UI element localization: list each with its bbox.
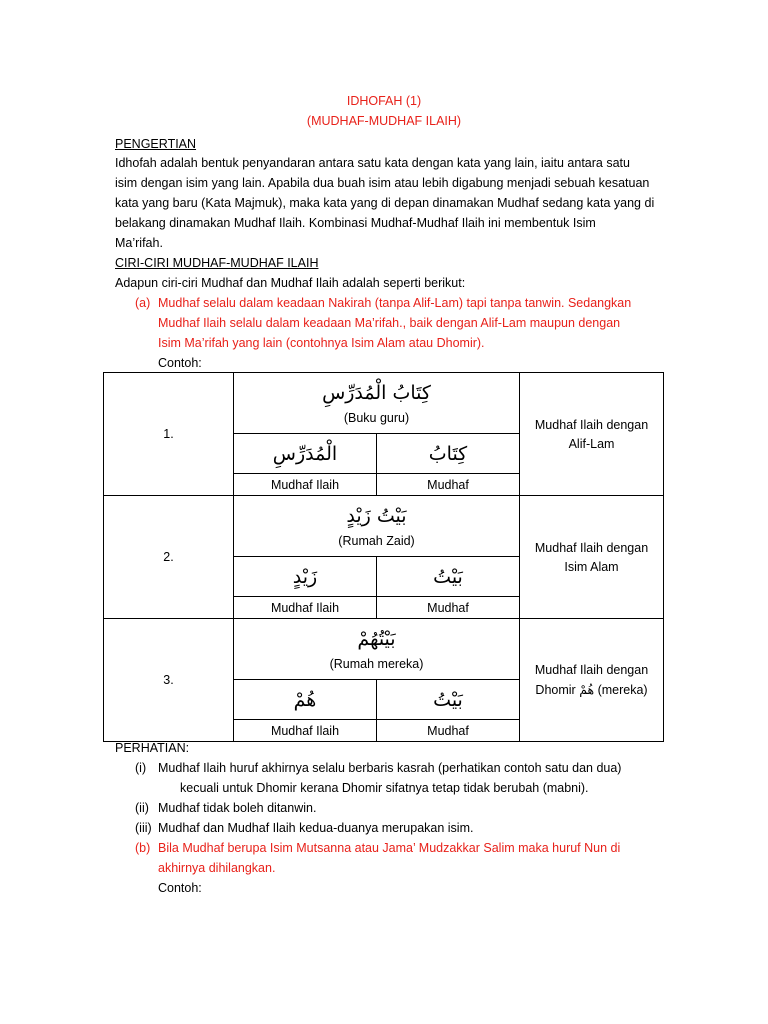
label-mudhaf-ilaih: Mudhaf Ilaih bbox=[234, 597, 377, 619]
paragraph-line: belakang dinamakan Mudhaf Ilaih. Kombinasi Mudhaf-Mudhaf Ilaih ini membentuk Isim bbox=[115, 216, 596, 230]
paragraph-line: kata yang baru (Kata Majmuk), maka kata yang di depan dinamakan Mudhaf sedang kata yang di bbox=[115, 196, 655, 210]
meaning: (Buku guru) bbox=[234, 404, 520, 434]
list-marker-a: (a) bbox=[135, 296, 151, 310]
doc-title: IDHOFAH (1) bbox=[346, 94, 422, 108]
ciri-intro: Adapun ciri-ciri Mudhaf dan Mudhaf Ilaih adalah seperti berikut: bbox=[115, 276, 466, 290]
perhatian-item-line: kecuali untuk Dhomir kerana Dhomir sifatnya tetap tidak berubah (mabni). bbox=[180, 781, 589, 795]
paragraph-line: Idhofah adalah bentuk penyandaran antara satu kata dengan kata yang lain, iaitu antara satu bbox=[115, 156, 630, 170]
perhatian-item-line: Mudhaf Ilaih huruf akhirnya selalu berbaris kasrah (perhatikan contoh satu dan dua) bbox=[158, 761, 622, 775]
paragraph-line: Ma’rifah. bbox=[115, 236, 163, 250]
arabic-word-mudhaf: بَيْتُ bbox=[377, 680, 520, 720]
arabic-word-ilaih: هُمْ bbox=[234, 680, 377, 720]
paragraph-line: isim dengan isim yang lain. Apabila dua buah isim atau lebih digabung menjadi sebuah kesatuan bbox=[115, 176, 650, 190]
section-heading-perhatian: PERHATIAN: bbox=[115, 741, 190, 755]
section-heading-ciri: CIRI-CIRI MUDHAF-MUDHAF ILAIH bbox=[115, 256, 319, 270]
example-note: Mudhaf Ilaih dengan Dhomir هُمْ (mereka) bbox=[520, 619, 664, 742]
list-marker: (i) bbox=[135, 761, 147, 775]
ciri-a-line: Isim Ma’rifah yang lain (contohnya Isim Alam atau Dhomir). bbox=[158, 336, 485, 350]
example-number: 1. bbox=[104, 373, 234, 496]
arabic-word-mudhaf: بَيْتُ bbox=[377, 557, 520, 597]
arabic-phrase: بَيْتُ زَيْدٍ bbox=[234, 496, 520, 527]
contoh-label-b: Contoh: bbox=[158, 881, 202, 895]
label-mudhaf-ilaih: Mudhaf Ilaih bbox=[234, 720, 377, 742]
label-mudhaf: Mudhaf bbox=[377, 720, 520, 742]
example-note: Mudhaf Ilaih dengan Isim Alam bbox=[520, 496, 664, 619]
meaning: (Rumah mereka) bbox=[234, 650, 520, 680]
example-note: Mudhaf Ilaih dengan Alif-Lam bbox=[520, 373, 664, 496]
b-line: Bila Mudhaf berupa Isim Mutsanna atau Jama’ Mudzakkar Salim maka huruf Nun di bbox=[158, 841, 621, 855]
ciri-a-line: Mudhaf Ilaih selalu dalam keadaan Ma’rifah., baik dengan Alif-Lam maupun dengan bbox=[158, 316, 621, 330]
meaning: (Rumah Zaid) bbox=[234, 527, 520, 557]
arabic-word-ilaih: زَيْدٍ bbox=[234, 557, 377, 597]
label-mudhaf: Mudhaf bbox=[377, 597, 520, 619]
arabic-phrase: كِتَابُ الْمُدَرِّسِ bbox=[234, 373, 520, 404]
arabic-word-mudhaf: كِتَابُ bbox=[377, 434, 520, 474]
arabic-phrase: بَيْتُهُمْ bbox=[234, 619, 520, 650]
b-line: akhirnya dihilangkan. bbox=[158, 861, 276, 875]
section-heading-pengertian: PENGERTIAN bbox=[115, 137, 197, 151]
examples-table bbox=[103, 372, 664, 742]
label-mudhaf-ilaih: Mudhaf Ilaih bbox=[234, 474, 377, 496]
perhatian-item-line: Mudhaf dan Mudhaf Ilaih kedua-duanya merupakan isim. bbox=[158, 821, 474, 835]
doc-subtitle: (MUDHAF-MUDHAF ILAIH) bbox=[306, 114, 462, 128]
example-number: 2. bbox=[104, 496, 234, 619]
arabic-word-ilaih: الْمُدَرِّسِ bbox=[234, 434, 377, 474]
example-number: 3. bbox=[104, 619, 234, 742]
label-mudhaf: Mudhaf bbox=[377, 474, 520, 496]
list-marker: (ii) bbox=[135, 801, 149, 815]
perhatian-item-line: Mudhaf tidak boleh ditanwin. bbox=[158, 801, 317, 815]
list-marker-b: (b) bbox=[135, 841, 151, 855]
list-marker: (iii) bbox=[135, 821, 152, 835]
ciri-a-line: Mudhaf selalu dalam keadaan Nakirah (tanpa Alif-Lam) tapi tanpa tanwin. Sedangkan bbox=[158, 296, 632, 310]
contoh-label: Contoh: bbox=[158, 356, 202, 370]
